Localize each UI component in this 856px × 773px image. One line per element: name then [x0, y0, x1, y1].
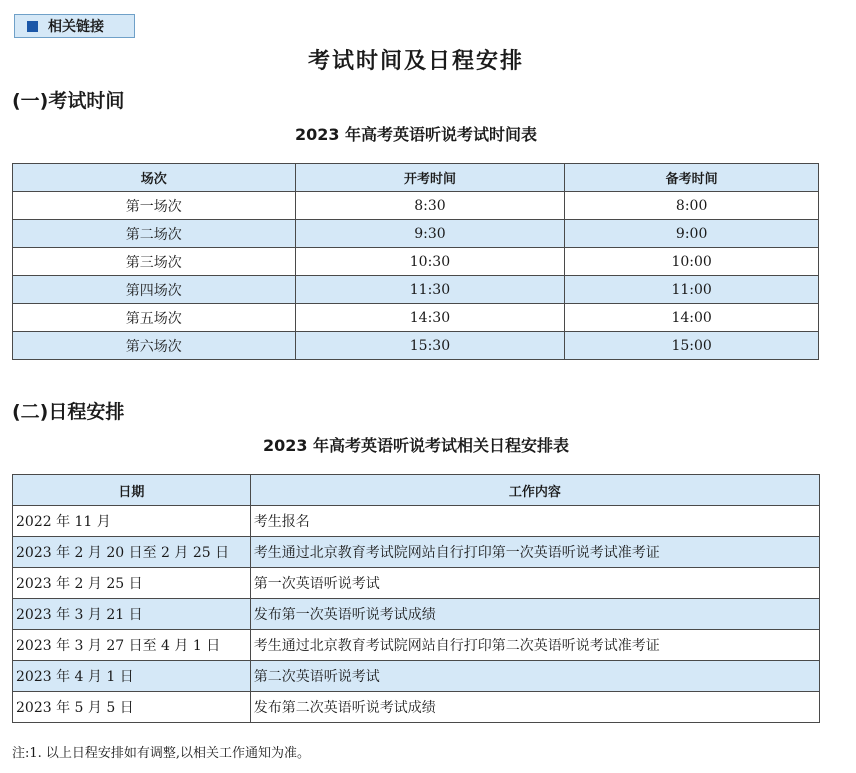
header-date: 日期	[13, 475, 251, 506]
table-cell: 第四场次	[13, 276, 296, 304]
table-cell: 15:00	[565, 332, 819, 360]
table-cell: 2023 年 4 月 1 日	[13, 661, 251, 692]
table-row	[13, 568, 820, 599]
section1-table-title: 2023 年高考英语听说考试时间表	[294, 125, 538, 144]
table-row	[13, 537, 820, 568]
table-cell: 14:00	[565, 304, 819, 332]
header-session: 场次	[13, 164, 296, 192]
table-cell: 14:30	[295, 304, 565, 332]
table-cell: 第二场次	[13, 220, 296, 248]
square-icon	[27, 21, 38, 32]
related-links-label: 相关链接	[48, 19, 104, 35]
table-cell: 第一场次	[13, 192, 296, 220]
table-header-row	[13, 164, 819, 192]
table-cell: 发布第一次英语听说考试成绩	[250, 599, 819, 630]
footnote: 注:1. 以上日程安排如有调整,以相关工作通知为准。	[12, 746, 311, 761]
table-cell: 2023 年 5 月 5 日	[13, 692, 251, 723]
table-cell: 10:30	[295, 248, 565, 276]
table-cell: 考生通过北京教育考试院网站自行打印第一次英语听说考试准考证	[250, 537, 819, 568]
table-cell: 8:00	[565, 192, 819, 220]
table-cell: 8:30	[295, 192, 565, 220]
table-cell: 2023 年 3 月 21 日	[13, 599, 251, 630]
exam-time-table	[12, 163, 819, 360]
table-cell: 2023 年 3 月 27 日至 4 月 1 日	[13, 630, 251, 661]
table-cell: 考生通过北京教育考试院网站自行打印第二次英语听说考试准考证	[250, 630, 819, 661]
table-row	[13, 304, 819, 332]
table-cell: 第三场次	[13, 248, 296, 276]
table-cell: 11:30	[295, 276, 565, 304]
section2-table-title: 2023 年高考英语听说考试相关日程安排表	[262, 436, 570, 455]
table-row	[13, 630, 820, 661]
header-work-content: 工作内容	[250, 475, 819, 506]
table-cell: 2023 年 2 月 25 日	[13, 568, 251, 599]
table-row	[13, 599, 820, 630]
table-cell: 第一次英语听说考试	[250, 568, 819, 599]
header-start-time: 开考时间	[295, 164, 565, 192]
schedule-table	[12, 474, 820, 723]
table-cell: 2023 年 2 月 20 日至 2 月 25 日	[13, 537, 251, 568]
page-title: 考试时间及日程安排	[307, 49, 524, 74]
table-cell: 10:00	[565, 248, 819, 276]
section1-heading: (一)考试时间	[12, 90, 125, 112]
table-row	[13, 220, 819, 248]
table-row	[13, 248, 819, 276]
table-cell: 2022 年 11 月	[13, 506, 251, 537]
table-cell: 15:30	[295, 332, 565, 360]
table-cell: 第五场次	[13, 304, 296, 332]
table-row	[13, 192, 819, 220]
table-row	[13, 332, 819, 360]
table-row	[13, 276, 819, 304]
table-cell: 9:00	[565, 220, 819, 248]
table-cell: 11:00	[565, 276, 819, 304]
table-cell: 9:30	[295, 220, 565, 248]
header-prep-time: 备考时间	[565, 164, 819, 192]
table-cell: 发布第二次英语听说考试成绩	[250, 692, 819, 723]
table-cell: 考生报名	[250, 506, 819, 537]
section2-heading: (二)日程安排	[12, 401, 125, 423]
related-links-tag	[14, 14, 135, 38]
table-header-row	[13, 475, 820, 506]
table-row	[13, 506, 820, 537]
table-cell: 第二次英语听说考试	[250, 661, 819, 692]
table-row	[13, 692, 820, 723]
table-cell: 第六场次	[13, 332, 296, 360]
table-row	[13, 661, 820, 692]
